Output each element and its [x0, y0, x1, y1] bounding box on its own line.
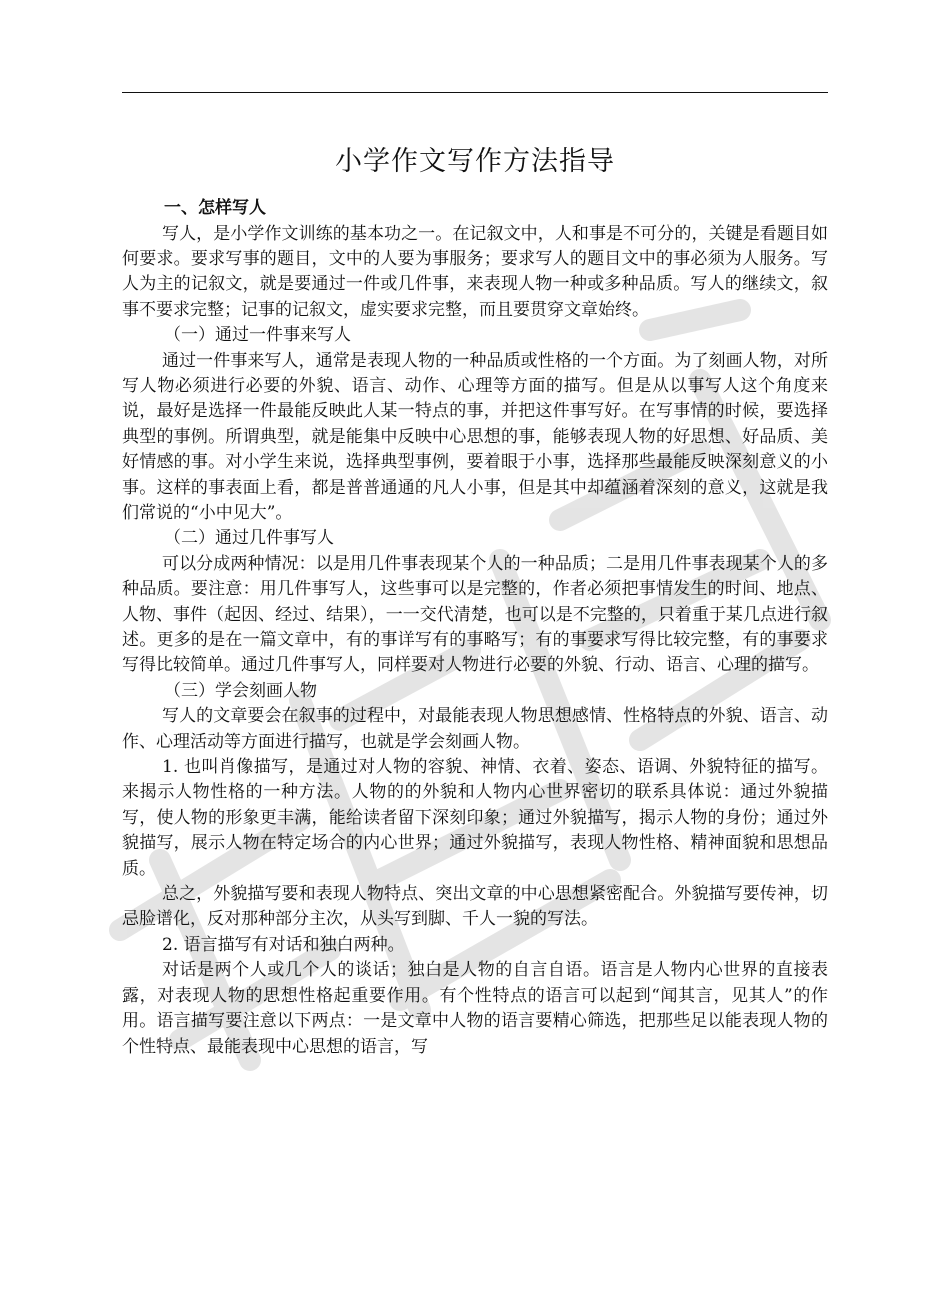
paragraph: 对话是两个人或几个人的谈话；独白是人物的自言自语。语言是人物内心世界的直接表露，对表现人物的思想性格起重要作用。有个性特点的语言可以起到“闻其言，见其人”的作用。语言描写要注意以下两点：一是文章中人物的语言要精心筛选，把那些足以能表现人物的个性特点、最能表现中心思想的语言，写 [122, 960, 828, 1057]
header-rule [122, 92, 828, 93]
subsection-heading: （二）通过几件事写人 [164, 528, 334, 549]
document-title: 小学作文写作方法指导 [335, 146, 615, 177]
paragraph: 写人的文章要会在叙事的过程中，对最能表现人物思想感情、性格特点的外貌、语言、动作、心理活动等方面进行描写，也就是学会刻画人物。 [122, 706, 828, 752]
subsection-heading: （三）学会刻画人物 [164, 680, 317, 701]
paragraph: 2. 语言描写有对话和独白两种。 [162, 934, 405, 955]
paragraph: 通过一件事来写人，通常是表现人物的一种品质或性格的一个方面。为了刻画人物，对所写人物必须进行必要的外貌、语言、动作、心理等方面的描写。但是从以事写人这个角度来说，最好是选择一件最能反映此人某一特点的事，并把这件事写好。在写事情的时候，要选择典型的事例。所谓典型，就是能集中反映中心思想的事，能够表现人物的好思想、好品质、美好情感的事。对小学生来说，选择典型事例，要着眼于小事，选择那些最能反映深刻意义的小事。这样的事表面上看，都是普普通通的凡人小事，但是其中却蕴涵着深刻的意义，这就是我们常说的“小中见大”。 [122, 350, 828, 523]
section-heading: 一、怎样写人 [164, 198, 266, 218]
subsection-heading: （一）通过一件事来写人 [164, 325, 351, 346]
paragraph: 1. 也叫肖像描写，是通过对人物的容貌、神情、衣着、姿态、语调、外貌特征的描写。来揭示人物性格的一种方法。人物的的外貌和人物内心世界密切的联系具体说：通过外貌描写，使人物的形象更丰满，能给读者留下深刻印象；通过外貌描写，揭示人物的身份；通过外貌描写，展示人物在特定场合的内心世界；通过外貌描写，表现人物性格、精神面貌和思想品质。 [122, 757, 828, 879]
paragraph: 可以分成两种情况：以是用几件事表现某个人的一种品质；二是用几件事表现某个人的多种品质。要注意：用几件事写人，这些事可以是完整的，作者必须把事情发生的时间、地点、人物、事件（起因、经过、结果），一一交代清楚，也可以是不完整的，只着重于某几点进行叙述。更多的是在一篇文章中，有的事详写有的事略写；有的事要求写得比较完整，有的事要求写得比较简单。通过几件事写人，同样要对人物进行必要的外貌、行动、语言、心理的描写。 [122, 553, 828, 676]
paragraph: 总之，外貌描写要和表现人物特点、突出文章的中心思想紧密配合。外貌描写要传神，切忌脸谱化，反对那种部分主次，从头写到脚、千人一貌的写法。 [122, 884, 828, 930]
paragraph: 写人，是小学作文训练的基本功之一。在记叙文中，人和事是不可分的，关键是看题目如何要求。要求写事的题目，文中的人要为事服务；要求写人的题目文中的事必须为人服务。写人为主的记叙文，就是要通过一件或几件事，来表现人物一种或多种品质。写人的继续文，叙事不要求完整；记事的记叙文，虚实要求完整，而且要贯穿文章始终。 [122, 223, 828, 320]
document-body [122, 140, 828, 1060]
